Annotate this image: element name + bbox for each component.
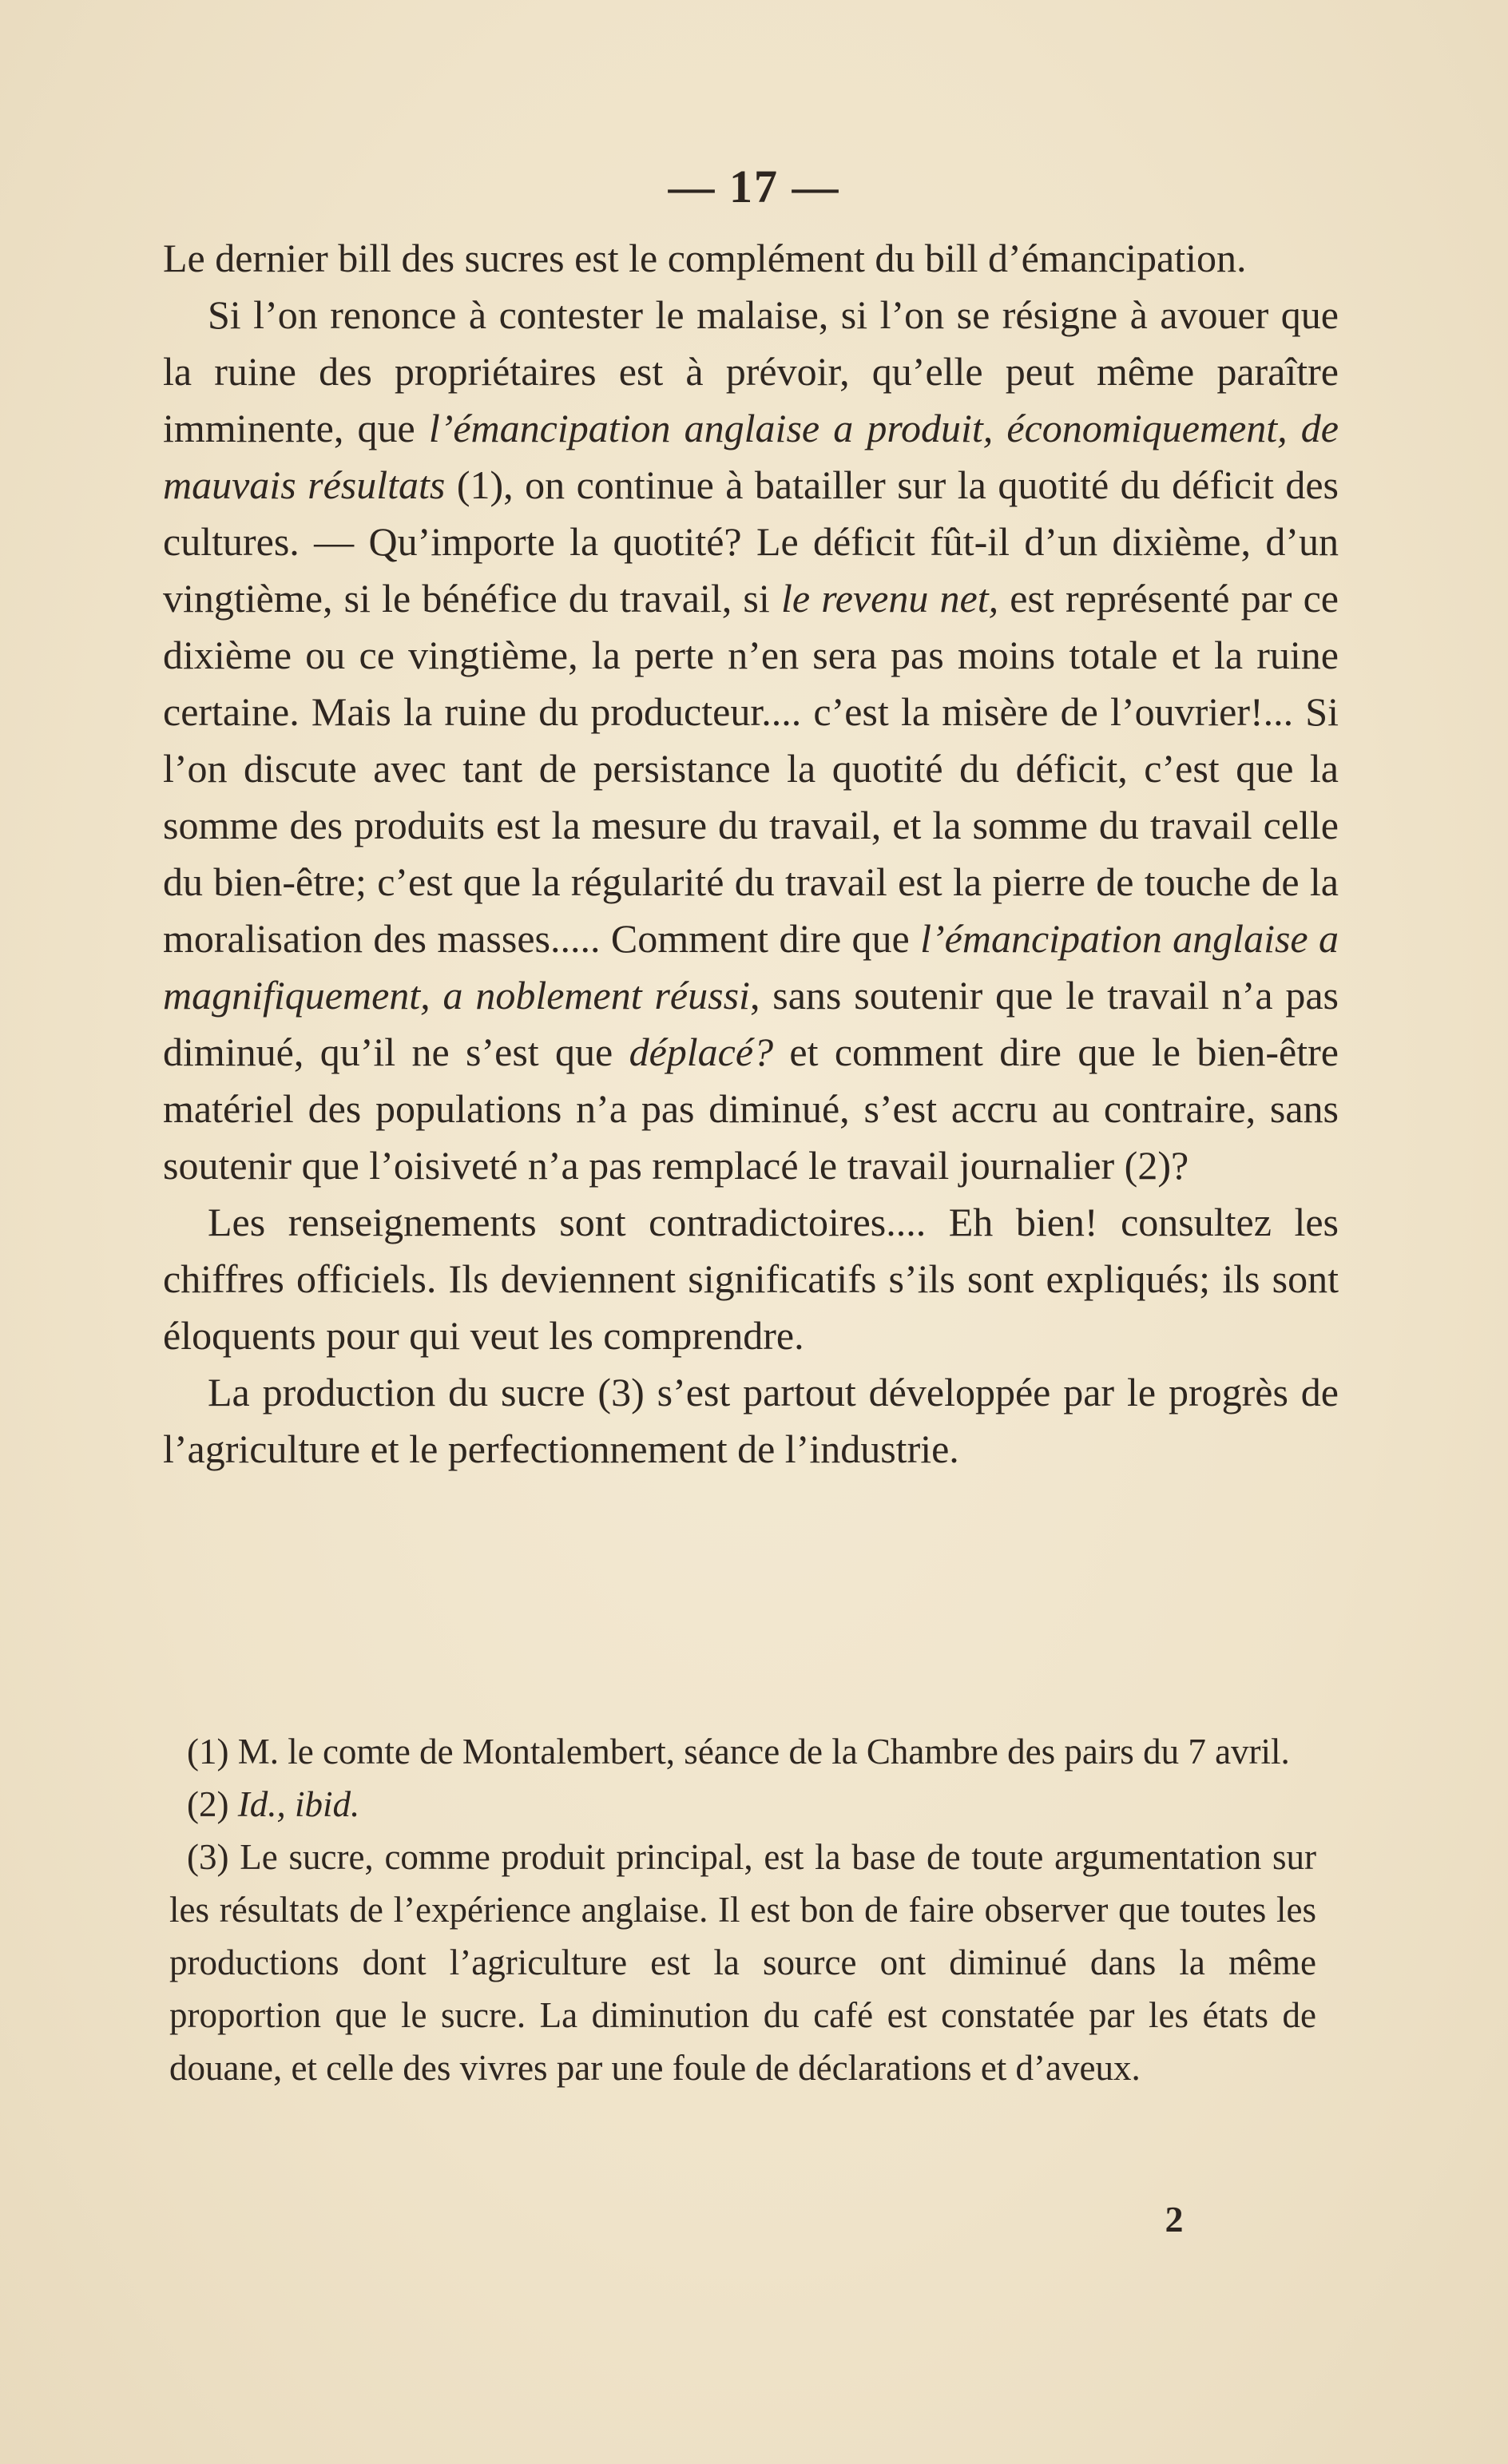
paragraph-2-italic-revenu-net: le revenu net, (780, 576, 999, 621)
paragraph-2-part-g: , sans soutenir que le travail n’a pas diminué, qu’il ne s’est que (163, 973, 1339, 1074)
footnote-2-number: (2) (187, 1784, 238, 1824)
page-number-header: — 17 — (668, 161, 840, 212)
paragraph-2-part-e: est représenté par ce dixième ou ce vingtième, la perte n’en sera pas moins totale et la ruine certaine. Mais la ruine du producteur.... c’est la misère de l’ouvrier!... Si l’on discute avec tant de persistance la quotité du déficit, c’est que la somme des produits est la mesure du travail, et la somme du travail celle du bien-être; c’est que la régularité du travail est la pierre de touche de la moralisation des masses..... Comment dire que (163, 576, 1339, 961)
footnote-2-italic: Id., ibid. (237, 1784, 360, 1824)
paragraph-2-italic-deplace: déplacé? (629, 1030, 774, 1074)
paragraph-2-part-c: (1), on continue à batailler sur la quotité du déficit des cultures. — Qu’importe la quotité? Le déficit fût-il d’un dixième, d’un vingtième, si le bénéfice du travail, si (163, 462, 1339, 621)
paragraph-2-part-a: Si l’on renonce à contester le malaise, si l’on se résigne à avouer que la ruine des propriétaires est à prévoir, qu’elle peut même paraître imminente, que (163, 292, 1339, 450)
paragraph-3: Les renseignements sont contradictoires.... Eh bien! consultez les chiffres officiels. Ils deviennent significatifs s’ils sont expliqués; ils sont éloquents pour qui veut les comprendre. (163, 1200, 1339, 1358)
footnote-1: (1) M. le comte de Montalembert, séance de la Chambre des pairs du 7 avril. (187, 1732, 1290, 1772)
main-text (163, 230, 1339, 1478)
footnotes (169, 1725, 1316, 2094)
signature-mark: 2 (1165, 2199, 1184, 2240)
paragraph-1: Le dernier bill des sucres est le complément du bill d’émancipation. (163, 236, 1247, 280)
paragraph-4: La production du sucre (3) s’est partout développée par le progrès de l’agriculture et le perfectionnement de l’industrie. (163, 1370, 1339, 1471)
paragraph-2 (163, 287, 1339, 1194)
footnote-3: (3) Le sucre, comme produit principal, est la base de toute argumentation sur les résultats de l’expérience anglaise. Il est bon de faire observer que toutes les productions dont l’agriculture est la source ont diminué dans la même proportion que le sucre. La diminution du café est constatée par les états de douane, et celle des vivres par une foule de déclarations et d’aveux. (169, 1837, 1316, 2088)
paragraph-2-part-i: et comment dire que le bien-être matériel des populations n’a pas diminué, s’est accru au contraire, sans soutenir que l’oisiveté n’a pas remplacé le travail journalier (2)? (163, 1030, 1339, 1188)
footnote-2 (169, 1778, 1316, 1831)
paragraph-2-italic-quote-2: l’émancipation anglaise a magnifiquement, a noblement réussi (163, 916, 1339, 1018)
paragraph-2-italic-quote-1: l’émancipation anglaise a produit, économiquement, de mauvais résultats (163, 406, 1339, 507)
